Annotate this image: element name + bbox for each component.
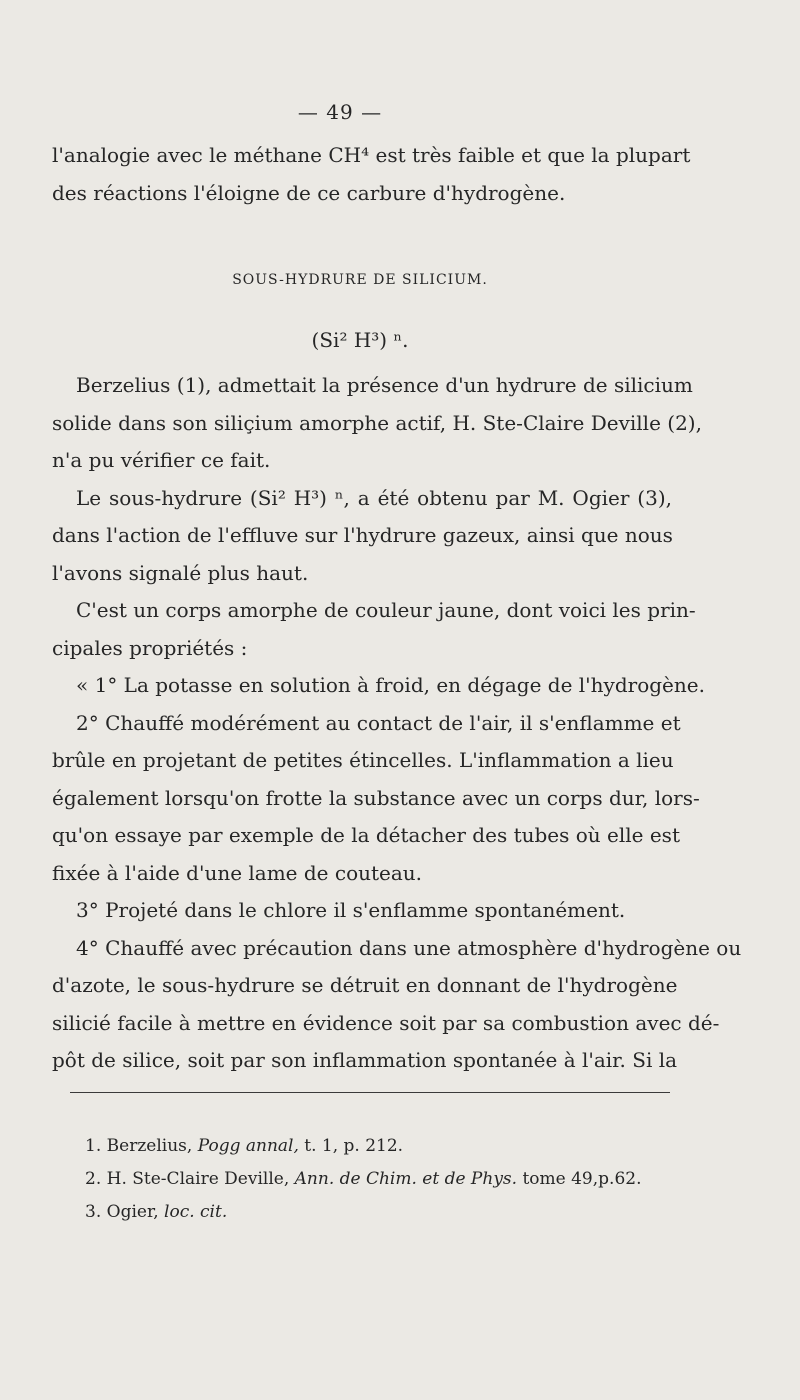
footnote-separator (70, 1092, 670, 1093)
text-line: Berzelius (1), admettait la présence d'un hydrure de silicium (76, 373, 693, 397)
footnote-source: Pogg annal, (197, 1136, 299, 1156)
text-line: Le sous-hydrure (Si² H³) ⁿ, a été obtenu par M. Ogier (3), (76, 485, 672, 510)
intro-paragraph (52, 137, 691, 212)
page-number: — 49 — (297, 100, 383, 124)
footnote-number: 1. (85, 1136, 102, 1156)
text-line: d'azote, le sous-hydrure se détruit en donnant de l'hydrogène (52, 973, 678, 997)
footnotes (85, 1130, 685, 1229)
footnote-item (85, 1196, 685, 1229)
chemical-formula: (Si² H³) ⁿ. (311, 328, 409, 352)
footnote-reference: t. 1, p. 212. (304, 1136, 404, 1156)
text-line: « 1° La potasse en solution à froid, en dégage de l'hydrogène. (76, 673, 705, 697)
text-line: 3° Projeté dans le chlore il s'enflamme spontanément. (76, 898, 626, 922)
text-line: C'est un corps amorphe de couleur jaune, dont voici les prin- (76, 598, 696, 622)
text-line: l'analogie avec le méthane CH⁴ est très faible et que la plupart (52, 143, 691, 167)
footnote-author: H. Ste-Claire Deville, (106, 1169, 290, 1189)
text-line: silicié facile à mettre en évidence soit par sa combustion avec dé- (52, 1010, 720, 1035)
footnote-reference: tome 49,p.62. (522, 1169, 642, 1189)
text-line: pôt de silice, soit par son inflammation spontanée à l'air. Si la (52, 1048, 678, 1072)
text-line: l'avons signalé plus haut. (52, 560, 309, 585)
footnote-author: Ogier, (106, 1202, 159, 1222)
text-line: dans l'action de l'effluve sur l'hydrure gazeux, ainsi que nous (52, 523, 673, 547)
text-line: des réactions l'éloigne de ce carbure d'hydrogène. (52, 180, 566, 205)
footnote-item (85, 1130, 685, 1163)
text-line: 2° Chauffé modérément au contact de l'air, il s'enflamme et (76, 710, 681, 735)
text-line: n'a pu vérifier ce fait. (52, 448, 271, 472)
text-line: fixée à l'aide d'une lame de couteau. (52, 860, 423, 885)
footnote-source: Ann. de Chim. et de Phys. (294, 1169, 518, 1189)
footnote-number: 2. (85, 1169, 102, 1189)
text-line: cipales propriétés : (52, 635, 248, 660)
footnote-author: Berzelius, (106, 1136, 193, 1156)
footnote-source: loc. cit. (164, 1202, 228, 1222)
section-heading: SOUS-HYDRURE DE SILICIUM. (232, 272, 488, 288)
text-line: solide dans son siliçium amorphe actif, H. Ste-Claire Deville (2), (52, 410, 702, 435)
text-line: également lorsqu'on frotte la substance avec un corps dur, lors- (52, 785, 700, 810)
main-body-text (52, 367, 742, 1080)
text-line: brûle en projetant de petites étincelles. L'inflammation a lieu (52, 748, 674, 772)
text-line: 4° Chauffé avec précaution dans une atmosphère d'hydrogène ou (76, 935, 742, 960)
footnote-item (85, 1163, 685, 1196)
footnote-number: 3. (85, 1202, 102, 1222)
text-line: qu'on essaye par exemple de la détacher des tubes où elle est (52, 823, 680, 847)
